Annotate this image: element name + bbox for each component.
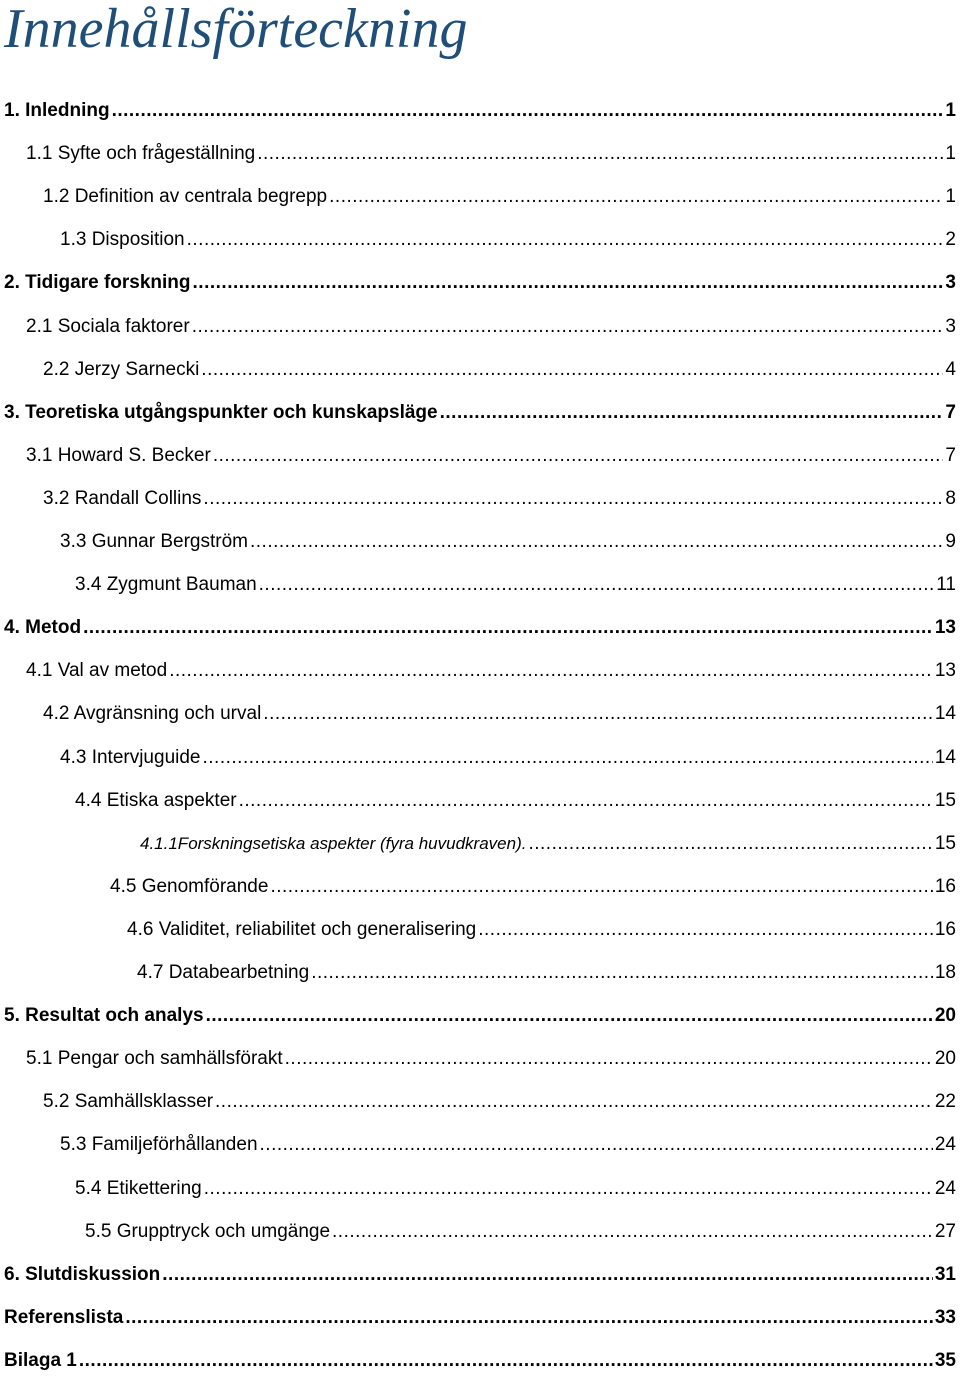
toc-entry-label: 1.1 Syfte och frågeställning [26, 143, 256, 164]
toc-entry[interactable] [26, 1047, 956, 1071]
dot-leader [206, 1004, 933, 1028]
toc-entry-page-number: 16 [934, 919, 956, 940]
toc-entry-label: 3. Teoretiska utgångspunkter och kunskapsläge [4, 402, 438, 423]
dot-leader [213, 444, 944, 468]
toc-entry-page-number: 3 [945, 316, 956, 337]
toc-entry-label: 5.5 Grupptryck och umgänge [85, 1221, 331, 1242]
dot-leader [203, 746, 933, 770]
toc-entry[interactable] [26, 315, 956, 339]
dot-leader [192, 315, 944, 339]
toc-entry-page-number: 15 [934, 790, 956, 811]
dot-leader [329, 185, 943, 209]
toc-entry[interactable] [43, 487, 956, 511]
toc-entry-label: 5.1 Pengar och samhällsförakt [26, 1048, 283, 1069]
toc-entry-page-number: 1 [945, 143, 956, 164]
toc-entry[interactable] [4, 99, 956, 123]
toc-entry-page-number: 1 [945, 100, 956, 121]
toc-entry-label: 2. Tidigare forskning [4, 272, 191, 293]
toc-entry-page-number: 7 [945, 445, 956, 466]
dot-leader [440, 401, 944, 425]
toc-entry-label: 4.1 Val av metod [26, 660, 168, 681]
toc-entry-label: 2.1 Sociala faktorer [26, 316, 190, 337]
dot-leader [169, 659, 933, 683]
dot-leader [125, 1306, 933, 1330]
toc-entry-page-number: 18 [934, 962, 956, 983]
toc-entry[interactable] [4, 1306, 956, 1330]
toc-entry-page-number: 7 [945, 402, 956, 423]
toc-entry-label: 4. Metod [4, 617, 82, 638]
toc-entry-label: Referenslista [4, 1307, 124, 1328]
toc-entry-page-number: 20 [934, 1005, 956, 1026]
toc-entry-page-number: 35 [934, 1350, 956, 1371]
toc-entry-label: 4.6 Validitet, reliabilitet och generalisering [127, 919, 477, 940]
toc-entry-label: 4.1.1Forskningsetiska aspekter (fyra huvudkraven). [140, 834, 527, 853]
toc-entry[interactable] [110, 875, 956, 899]
toc-entry-label: 1.3 Disposition [60, 229, 185, 250]
toc-entry[interactable] [4, 271, 956, 295]
toc-entry-page-number: 2 [945, 229, 956, 250]
toc-entry[interactable] [4, 1349, 956, 1373]
toc-entry-label: 5.4 Etikettering [75, 1178, 202, 1199]
toc-entry-label: 5. Resultat och analys [4, 1005, 204, 1026]
dot-leader [112, 99, 944, 123]
toc-entry[interactable] [60, 530, 956, 554]
dot-leader [259, 573, 935, 597]
toc-entry-label: 3.3 Gunnar Bergström [60, 531, 248, 552]
dot-leader [201, 358, 943, 382]
toc-entry-label: 6. Slutdiskussion [4, 1264, 161, 1285]
toc-entry-label: 4.4 Etiska aspekter [75, 790, 237, 811]
dot-leader [79, 1349, 933, 1373]
toc-entry-label: 4.3 Intervjuguide [60, 747, 201, 768]
toc-entry-label: 1. Inledning [4, 100, 110, 121]
dot-leader [83, 616, 933, 640]
toc-entry[interactable] [4, 1004, 956, 1028]
toc-entry[interactable] [137, 961, 956, 985]
toc-entry[interactable] [4, 401, 956, 425]
dot-leader [204, 1177, 933, 1201]
dot-leader [239, 789, 933, 813]
toc-entry[interactable] [4, 616, 956, 640]
toc-entry-page-number: 4 [945, 359, 956, 380]
toc-entry[interactable] [26, 444, 956, 468]
dot-leader [203, 487, 943, 511]
toc-entry[interactable] [43, 702, 956, 726]
toc-entry-page-number: 13 [934, 660, 956, 681]
dot-leader [285, 1047, 933, 1071]
toc-entry-page-number: 15 [934, 833, 956, 854]
toc-entry-page-number: 22 [934, 1091, 956, 1112]
toc-entry[interactable] [75, 789, 956, 813]
toc-entry-page-number: 24 [934, 1178, 956, 1199]
toc-entry-label: Bilaga 1 [4, 1350, 77, 1371]
dot-leader [270, 875, 932, 899]
toc-entry-page-number: 13 [934, 617, 956, 638]
toc-entry[interactable] [60, 228, 956, 252]
toc-entry-label: 4.7 Databearbetning [137, 962, 310, 983]
toc-entry[interactable] [43, 185, 956, 209]
dot-leader [311, 961, 933, 985]
toc-entry[interactable] [26, 659, 956, 683]
dot-leader [260, 1133, 933, 1157]
toc-entry[interactable] [26, 142, 956, 166]
toc-entry[interactable] [60, 746, 956, 770]
toc-entry-page-number: 3 [945, 272, 956, 293]
toc-entry-page-number: 24 [934, 1134, 956, 1155]
toc-entry-label: 4.5 Genomförande [110, 876, 269, 897]
toc-entry-label: 3.4 Zygmunt Bauman [75, 574, 257, 595]
toc-entry-page-number: 14 [934, 703, 956, 724]
toc-entry-page-number: 31 [934, 1264, 956, 1285]
toc-entry[interactable] [43, 358, 956, 382]
toc-entry-page-number: 14 [934, 747, 956, 768]
toc-entry-label: 3.1 Howard S. Becker [26, 445, 211, 466]
toc-entry[interactable] [60, 1133, 956, 1157]
toc-entry[interactable] [75, 573, 956, 597]
toc-entry[interactable] [127, 918, 956, 942]
toc-entry-page-number: 27 [934, 1221, 956, 1242]
toc-entry-page-number: 33 [934, 1307, 956, 1328]
dot-leader [250, 530, 943, 554]
page-title: Innehållsförteckning [4, 0, 468, 60]
dot-leader [187, 228, 944, 252]
toc-entry-page-number: 1 [945, 186, 956, 207]
toc-entry-label: 1.2 Definition av centrala begrepp [43, 186, 328, 207]
toc-entry-label: 3.2 Randall Collins [43, 488, 202, 509]
toc-entry[interactable] [43, 1090, 956, 1114]
dot-leader [478, 918, 933, 942]
toc-entry-label: 5.3 Familjeförhållanden [60, 1134, 258, 1155]
toc-entry[interactable] [4, 1263, 956, 1287]
toc-entry-page-number: 8 [945, 488, 956, 509]
toc-entry-label: 4.2 Avgränsning och urval [43, 703, 262, 724]
dot-leader [215, 1090, 933, 1114]
toc-entry-page-number: 20 [934, 1048, 956, 1069]
toc-entry[interactable] [85, 1220, 956, 1244]
toc-entry-label: 5.2 Samhällsklasser [43, 1091, 214, 1112]
toc-entry-page-number: 9 [945, 531, 956, 552]
dot-leader [193, 271, 944, 295]
dot-leader [528, 832, 932, 856]
toc-entry[interactable] [75, 1177, 956, 1201]
toc-entry-page-number: 16 [934, 876, 956, 897]
toc-entry-label: 2.2 Jerzy Sarnecki [43, 359, 200, 380]
dot-leader [162, 1263, 933, 1287]
dot-leader [257, 142, 943, 166]
toc-entry-page-number: 11 [936, 574, 956, 595]
dot-leader [332, 1220, 933, 1244]
toc-entry[interactable] [140, 832, 956, 856]
dot-leader [263, 702, 933, 726]
